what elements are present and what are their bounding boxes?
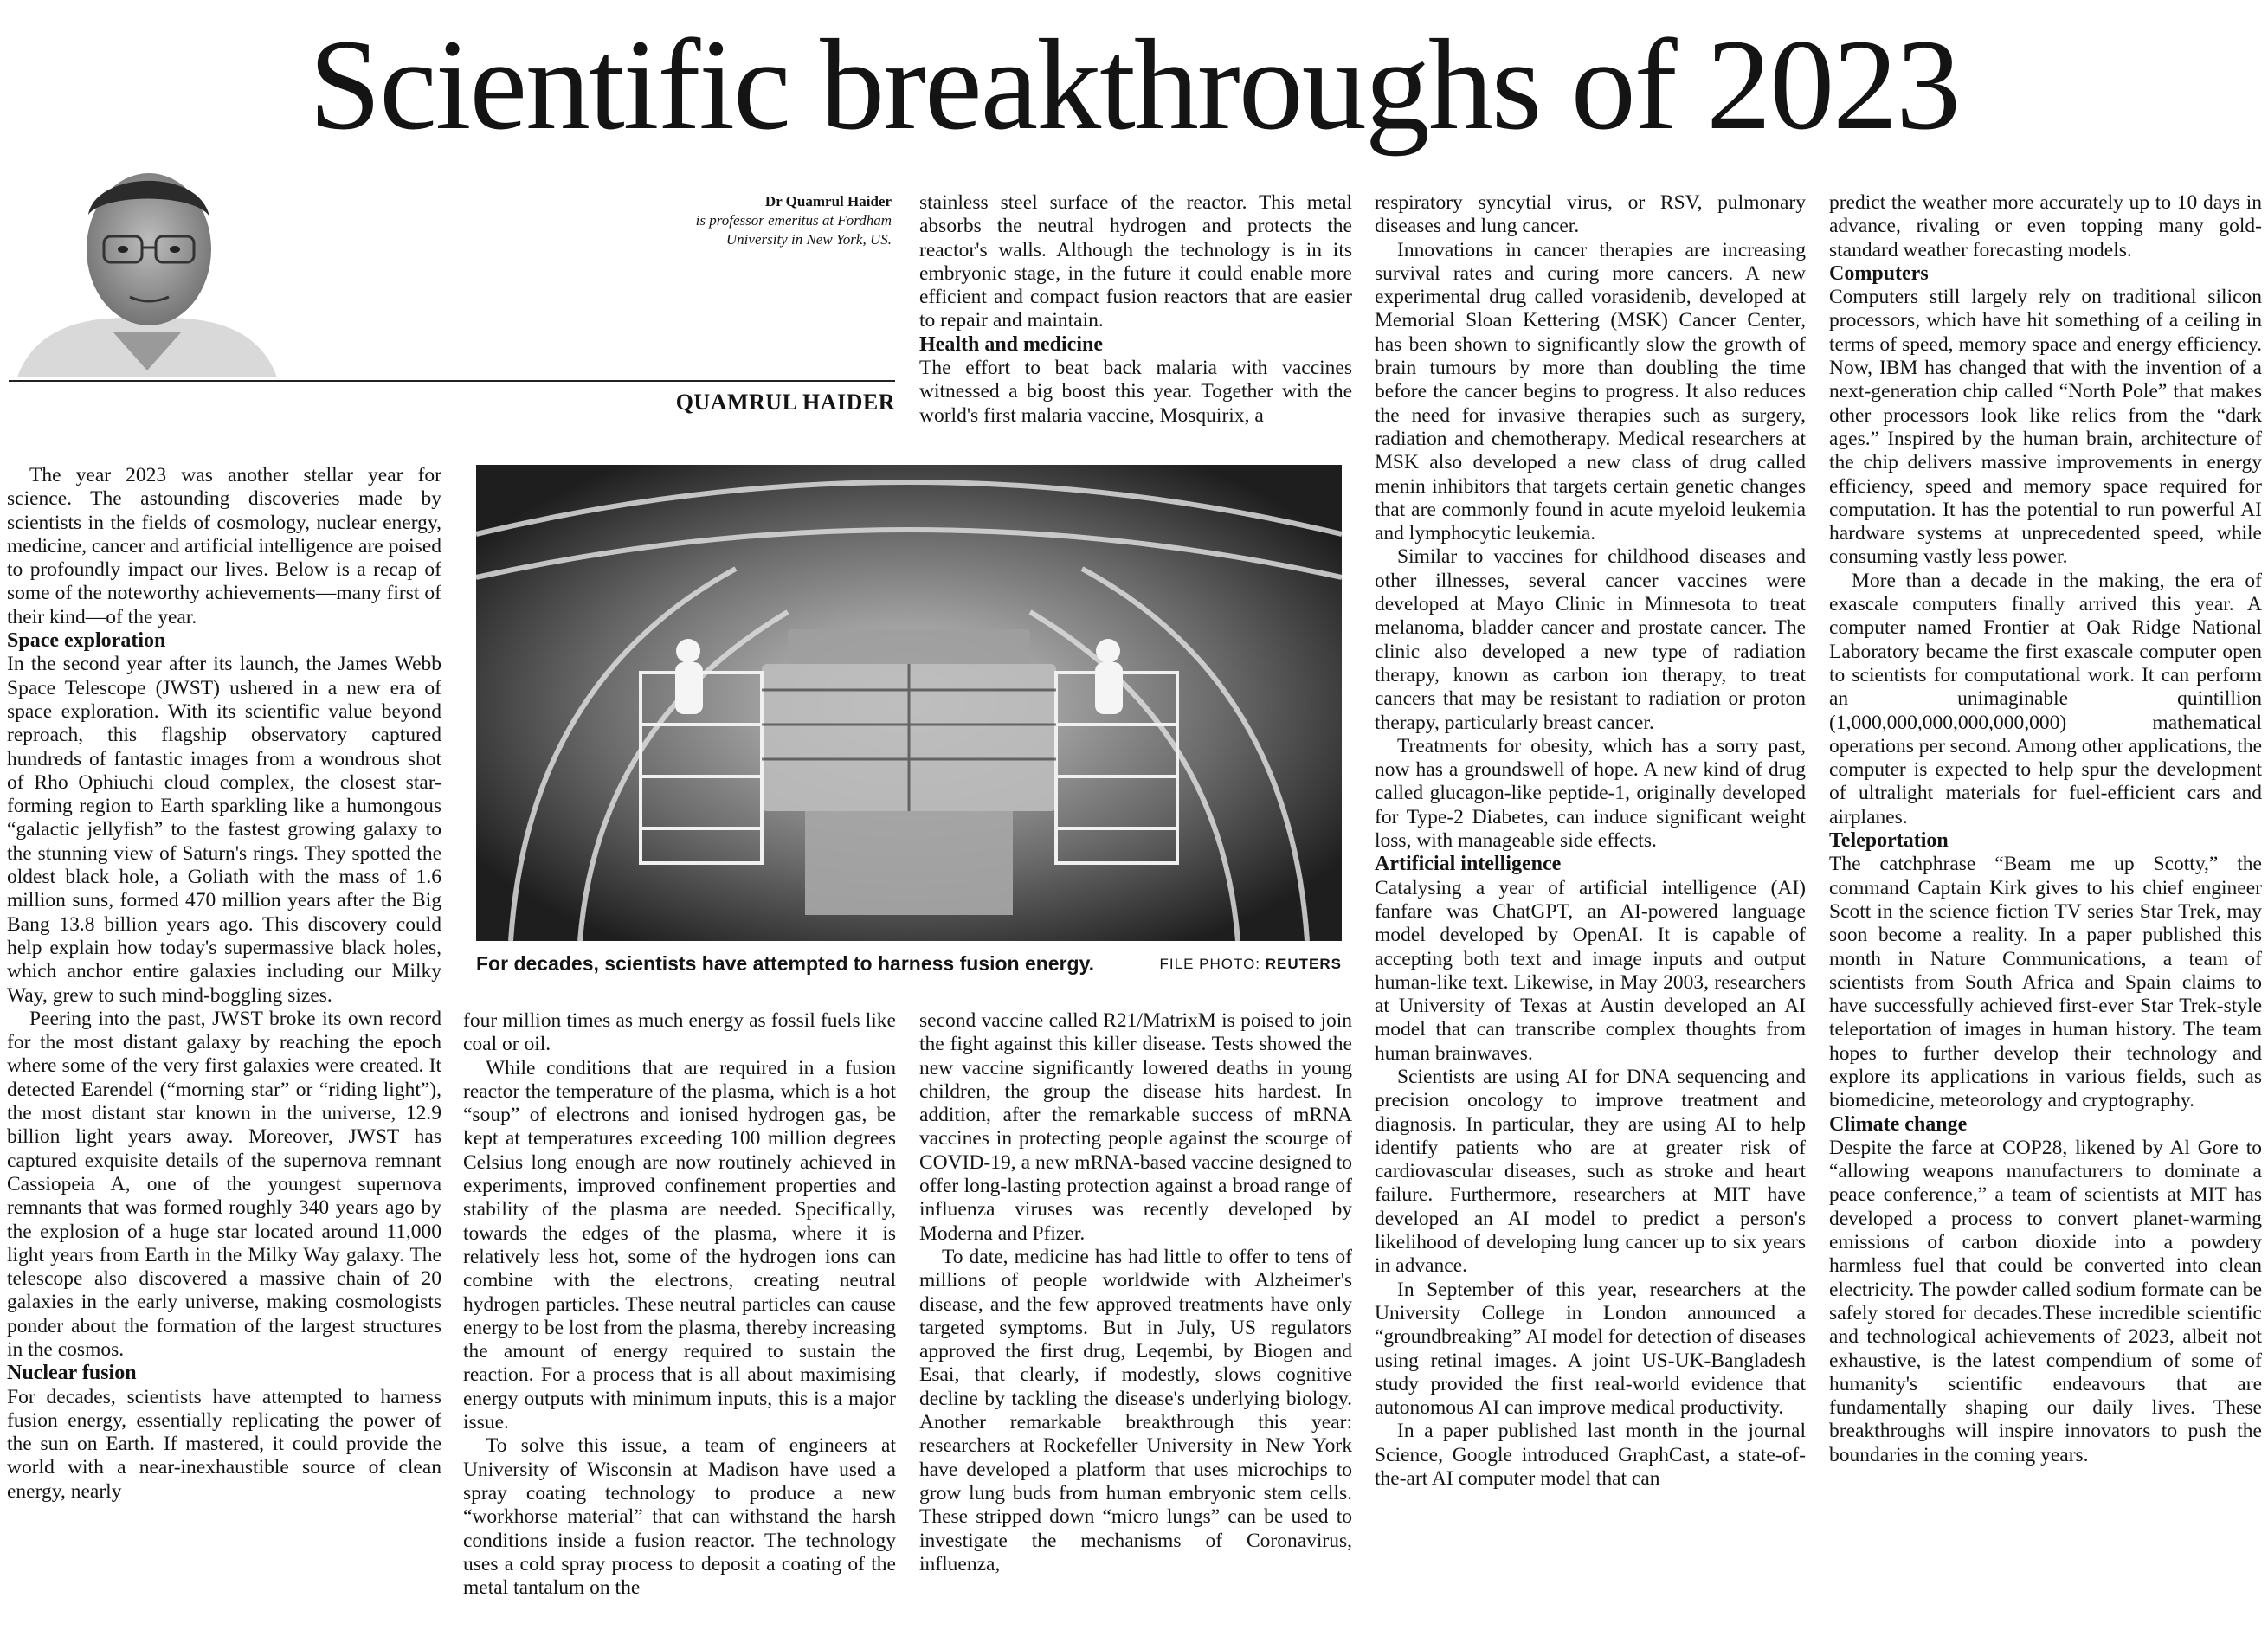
ai-paragraph-1: Catalysing a year of artificial intelligence (AI) fanfare was ChatGPT, an AI-powered language model developed by OpenAI. It is capable of accepting both text and image inputs and output human-like text. Likewise, in May 2003, researchers at University of Texas at Austin developed an AI model that can transcribe complex thoughts from human brainwaves. <box>1375 876 1806 1065</box>
obesity-paragraph: Treatments for obesity, which has a sorry past, now has a groundswell of hope. A new kind of drug called glucagon-like peptide-1, originally developed for Type-2 Diabetes, can induce significant weight loss, with manageable side effects. <box>1375 734 1806 853</box>
climate-paragraph: Despite the farce at COP28, likened by Al Gore to “allowing weapons manufacturers to dominate a peace conference,” a team of scientists at MIT has developed a process to convert planet-warming emissions of carbon dioxide into a powdery harmless fuel that could be converted into clean electricity. The powder called sodium formate can be safely stored for decades.These incredible scientific and technological achievements of 2023, albeit not exhaustive, is the latest compendium of some of humanity's scientific endeavours that are fundamentally shaping our daily lives. These breakthroughs will inspire innovators to push the boundaries in the coming years. <box>1829 1136 2262 1466</box>
intro-paragraph: The year 2023 was another stellar year for science. The astounding discoveries made by scientists in the fields of cosmology, nuclear energy, medicine, cancer and artificial intelligence are poised to profoundly impact our lives. Below is a recap of some of the noteworthy achievements—many first of their kind—of the year. <box>7 464 441 628</box>
column-4 <box>1375 191 1806 1491</box>
heading-climate-change: Climate change <box>1829 1112 1968 1136</box>
heading-space-exploration: Space exploration <box>7 629 166 653</box>
author-note <box>563 192 892 249</box>
ai-paragraph-2: Scientists are using AI for DNA sequencing and precision oncology to improve treatment and diagnosis. In particular, they are using AI to help identify patients who are at greater risk of cardiovascular diseases, such as stroke and heart failure. Furthermore, researchers at MIT have developed an AI model to predict a person's likelihood of developing lung cancer up to six years in advance. <box>1375 1065 1806 1278</box>
fusion-paragraph-1: For decades, scientists have attempted to harness fusion energy, essentially replicating the power of the sun on Earth. If mastered, it could provide the world with a near-inexhaustible source of clean energy, nearly <box>7 1385 441 1503</box>
fusion-reactor-photo <box>476 465 1342 941</box>
weather-paragraph: predict the weather more accurately up to 10 days in advance, rivaling or even topping many gold-standard weather forecasting models. <box>1829 191 2262 261</box>
author-portrait <box>9 154 286 377</box>
photo-caption-bar <box>476 952 1342 978</box>
author-byline: QUAMRUL HAIDER <box>675 390 895 415</box>
heading-nuclear-fusion: Nuclear fusion <box>7 1362 137 1385</box>
column-3-top <box>919 191 1352 428</box>
photo-credit-source: REUTERS <box>1265 956 1342 972</box>
teleportation-paragraph: The catchphrase “Beam me up Scotty,” the command Captain Kirk gives to his chief engineer Scott in the science fiction TV series Star Trek, may soon become a reality. In a paper published this month in Nature Communications, a team of scientists from South Africa and Spain claims to have successfully achieved first-ever Star Trek-style teleportation of images in human history. The team hopes to further develop their technology and explore its applications in various fields, such as biomedicine, meteorology and cryptography. <box>1829 853 2262 1112</box>
computers-paragraph-2: More than a decade in the making, the era of exascale computers finally arrived this year. A computer named Frontier at Oak Ridge National Laboratory became the first exascale computer open to scientists for computational work. It can perform an unimaginable quintillion (1,000,000,000,000,000,000) mathematical operations per second. Among other applications, the computer is expected to help spur the development of ultralight materials for fuel-efficient cars and airplanes. <box>1829 569 2262 828</box>
column-5 <box>1829 191 2262 1467</box>
heading-health-medicine: Health and medicine <box>919 332 1104 356</box>
column-3 <box>919 1009 1352 1576</box>
heading-teleportation: Teleportation <box>1829 829 1949 853</box>
computers-paragraph-1: Computers still largely rely on traditional silicon processors, which have hit something of a ceiling in terms of speed, memory space and energy efficiency. Now, IBM has changed that with the invention of a next-generation chip called “North Pole” that makes other processors look like relics from the “dark ages.” Inspired by the human brain, architecture of the chip delivers massive improvements in energy efficiency, speed and memory space required for computation. It has the potential to run powerful AI hardware systems at unprecedented speed, while consuming vastly less power. <box>1829 286 2262 569</box>
r21-paragraph: second vaccine called R21/MatrixM is poised to join the fight against this killer disease. Tests showed the new vaccine significantly lowered deaths in young children, the group the disease hits hardest. In addition, after the remarkable success of mRNA vaccines in protecting people against the scourge of COVID-19, a new mRNA-based vaccine designed to offer long-lasting protection against a broad range of influenza viruses was recently developed by Moderna and Pfizer. <box>919 1009 1352 1245</box>
photo-caption: For decades, scientists have attempted to harness fusion energy. <box>476 952 1095 975</box>
byline-rule <box>9 380 895 382</box>
author-note-name: Dr Quamrul Haider <box>764 193 892 209</box>
wisconsin-paragraph: To solve this issue, a team of engineers at University of Wisconsin at Madison have used a spray coating technology to produce a new “workhorse material” that can withstand the harsh conditions inside a fusion reactor. The technology uses a cold spray process to deposit a coating of the metal tantalum on the <box>463 1434 896 1600</box>
author-note-line1: is professor emeritus at Fordham <box>695 212 892 229</box>
malaria-paragraph: The effort to beat back malaria with vaccines witnessed a big boost this year. Together with the world's first malaria vaccine, Mosquirix, a <box>919 357 1352 427</box>
rsv-paragraph: respiratory syncytial virus, or RSV, pulmonary diseases and lung cancer. <box>1375 191 1806 238</box>
tantalum-paragraph: stainless steel surface of the reactor. This metal absorbs the neutral hydrogen and protects the reactor's walls. Although the technology is in its embryonic stage, in the future it could enable more efficient and compact fusion reactors that are easier to repair and maintain. <box>919 191 1352 332</box>
space-paragraph-2: Peering into the past, JWST broke its own record for the most distant galaxy by reaching the epoch where some of the very first galaxies were created. It detected Earendel (“morning star” or “riding light”), the most distant star known in the universe, 12.9 billion light years away. Moreover, JWST has captured exquisite details of the supernova remnant Cassiopeia A, one of the youngest supernova remnants that was formed roughly 340 years ago by the explosion of a huge star located around 11,000 light years from Earth in the Milky Way galaxy. The telescope also discovered a massive chain of 20 galaxies in the early universe, making cosmologists ponder about the formation of the largest structures in the cosmos. <box>7 1007 441 1361</box>
alzheimers-paragraph: To date, medicine has had little to offer to tens of millions of people worldwide with Alzheimer's disease, and the few approved treatments have only targeted symptoms. But in July, US regulators approved the first drug, Leqembi, by Biogen and Esai, that clearly, if modestly, slows cognitive decline by tackling the disease's underlying biology. Another remarkable breakthrough this year: researchers at Rockefeller University in New York have developed a platform that uses microchips to grow lung buds from human embryonic stem cells. These stripped down “micro lungs” can be used to investigate the mechanisms of Coronavirus, influenza, <box>919 1245 1352 1575</box>
space-paragraph-1: In the second year after its launch, the James Webb Space Telescope (JWST) ushered in a new era of space exploration. With its scientific value beyond reproach, this flagship observatory captured hundreds of fantastic images from a wondrous shot of Rho Ophiuchi cloud complex, the closest star-forming region to Earth sparkling like a humongous “galactic jellyfish” to the fastest growing galaxy to the stunning view of Saturn's rings. They spotted the oldest black hole, a Goliath with the mass of 1.6 million suns, formed 470 million years after the Big Bang 13.8 billion years ago. This discovery could help explain how today's supermassive black holes, which anchor entire galaxies including our Milky Way, grew to such mind-boggling sizes. <box>7 653 441 1007</box>
cancer-vaccine-paragraph: Similar to vaccines for childhood diseases and other illnesses, several cancer vaccines were developed at Mayo Clinic in Minnesota to treat melanoma, bladder cancer and prostate cancer. The clinic also developed a new type of radiation therapy, known as carbon ion therapy, to treat cancers that may be resistant to radiation or proton therapy, particularly breast cancer. <box>1375 545 1806 734</box>
author-note-line2: University in New York, US. <box>725 231 892 248</box>
ai-paragraph-4: In a paper published last month in the journal Science, Google introduced GraphCast, a state-of-the-art AI computer model that can <box>1375 1420 1806 1491</box>
heading-computers: Computers <box>1829 261 1929 285</box>
heading-artificial-intelligence: Artificial intelligence <box>1375 853 1562 876</box>
column-2 <box>463 1009 896 1600</box>
fusion-paragraph-cont: four million times as much energy as fossil fuels like coal or oil. <box>463 1009 896 1056</box>
photo-credit <box>1160 956 1342 973</box>
column-1 <box>7 464 441 1504</box>
cancer-paragraph: Innovations in cancer therapies are increasing survival rates and curing more cancers. A new experimental drug called vorasidenib, developed at Memorial Sloan Kettering (MSK) Cancer Center, has been shown to significantly slow the growth of brain tumours by more than doubling the time before the cancer begins to progress. It also reduces the need for invasive therapies such as surgery, radiation and chemotherapy. Medical researchers at MSK also developed a new class of drug called menin inhibitors that targets certain genetic changes that are commonly found in acute myeloid leukemia and lymphocytic leukemia. <box>1375 238 1806 545</box>
ai-paragraph-3: In September of this year, researchers at the University College in London announced a “groundbreaking” AI model for detection of diseases using retinal images. A joint US-UK-Bangladesh study provided the first real-world evidence that autonomous AI can improve medical productivity. <box>1375 1278 1806 1420</box>
plasma-paragraph: While conditions that are required in a fusion reactor the temperature of the plasma, which is a hot “soup” of electrons and ionised hydrogen gas, be kept at temperatures exceeding 100 million degrees Celsius long enough are now routinely achieved in experiments, improved confinement properties and stability of the plasma are needed. Specifically, towards the edges of the plasma, where it is relatively less hot, some of the hydrogen ions can combine with the electrons, creating neutral hydrogen particles. These neutral particles can cause energy to be lost from the plasma, thereby increasing the amount of energy required to sustain the reaction. For a process that is all about maximising energy outputs with minimum inputs, this is a major issue. <box>463 1056 896 1434</box>
photo-credit-prefix: FILE PHOTO: <box>1159 956 1261 972</box>
headline: Scientific breakthroughs of 2023 <box>308 13 1960 157</box>
